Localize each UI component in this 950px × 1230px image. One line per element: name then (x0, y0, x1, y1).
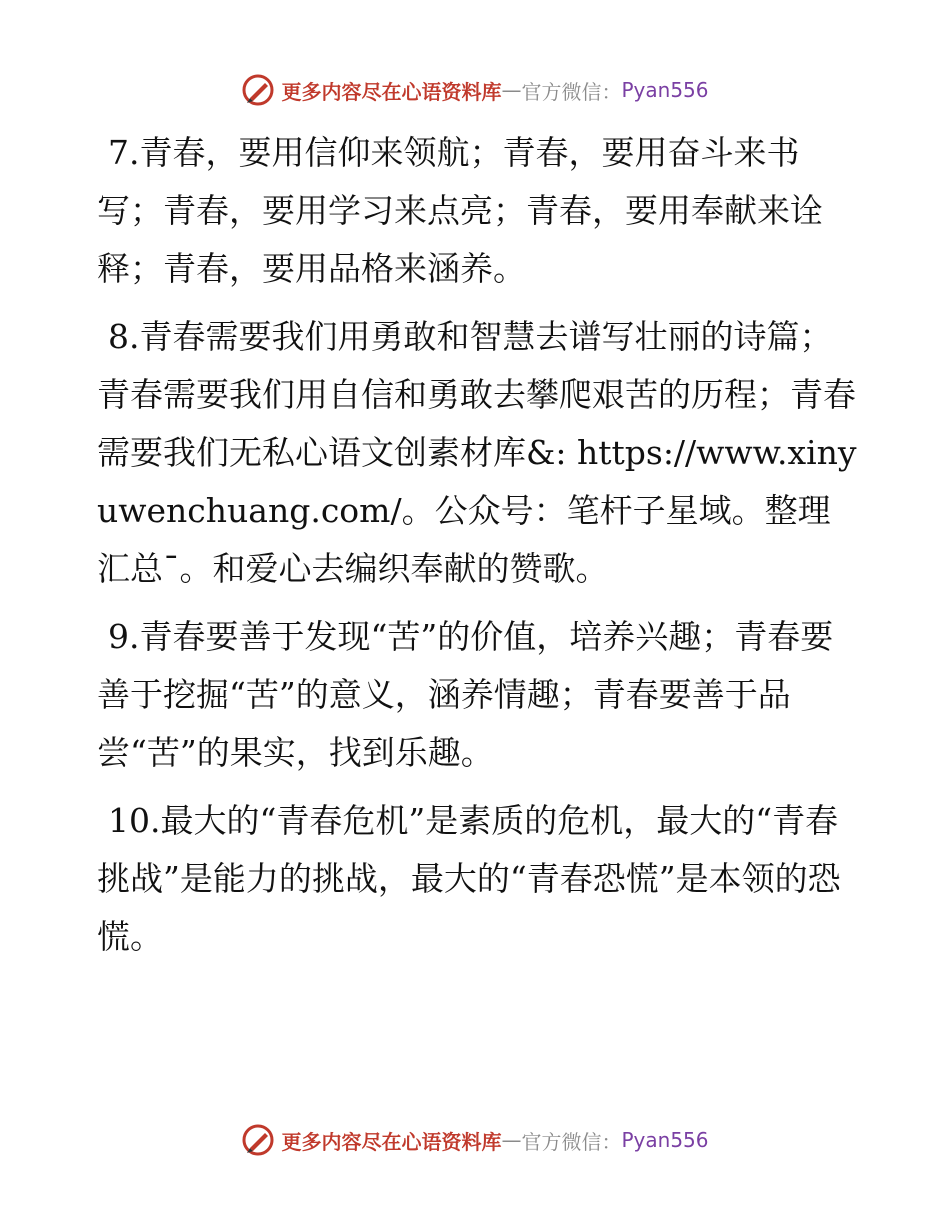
watermark-main-text: 更多内容尽在心语资料库 (281, 79, 502, 104)
item-text: 青春需要我们用勇敢和智慧去谱写壮丽的诗篇；青春需要我们用自信和勇敢去攀爬艰苦的历程；青春需要我们无私心语文创素材库&: https://www.xinyuwenchuang.com/。公众号：笔杆子星域。整理汇总¯。和爱心去编织奉献的赞歌。 (97, 317, 857, 588)
item-number: 9. (108, 617, 140, 656)
item-text: 青春要善于发现“苦”的价值，培养兴趣；青春要善于挖掘“苦”的意义，涵养情趣；青春要善于品尝“苦”的果实，找到乐趣。 (97, 617, 834, 772)
item-number: 7. (108, 133, 140, 172)
pen-logo-icon (241, 1123, 275, 1157)
watermark-wechat-id: Pyan556 (621, 78, 709, 102)
list-item (97, 792, 857, 966)
watermark-main-text: 更多内容尽在心语资料库 (281, 1129, 502, 1154)
watermark-label: 官方微信： (521, 79, 622, 104)
item-number: 8. (108, 317, 140, 356)
watermark-dash: — (501, 78, 522, 102)
document-body (97, 124, 857, 976)
item-text: 青春，要用信仰来领航；青春，要用奋斗来书写；青春，要用学习来点亮；青春，要用奉献来诠释；青春，要用品格来涵养。 (97, 133, 823, 288)
watermark-dash: — (501, 1128, 522, 1152)
watermark-label: 官方微信： (521, 1129, 622, 1154)
header-watermark (0, 70, 950, 110)
watermark-wechat-id: Pyan556 (621, 1128, 709, 1152)
list-item (97, 124, 857, 298)
item-number: 10. (108, 801, 161, 840)
item-text: 最大的“青春危机”是素质的危机，最大的“青春挑战”是能力的挑战，最大的“青春恐慌”是本领的恐慌。 (97, 801, 841, 956)
footer-watermark (0, 1120, 950, 1160)
list-item (97, 308, 857, 598)
list-item (97, 608, 857, 782)
pen-logo-icon (241, 73, 275, 107)
